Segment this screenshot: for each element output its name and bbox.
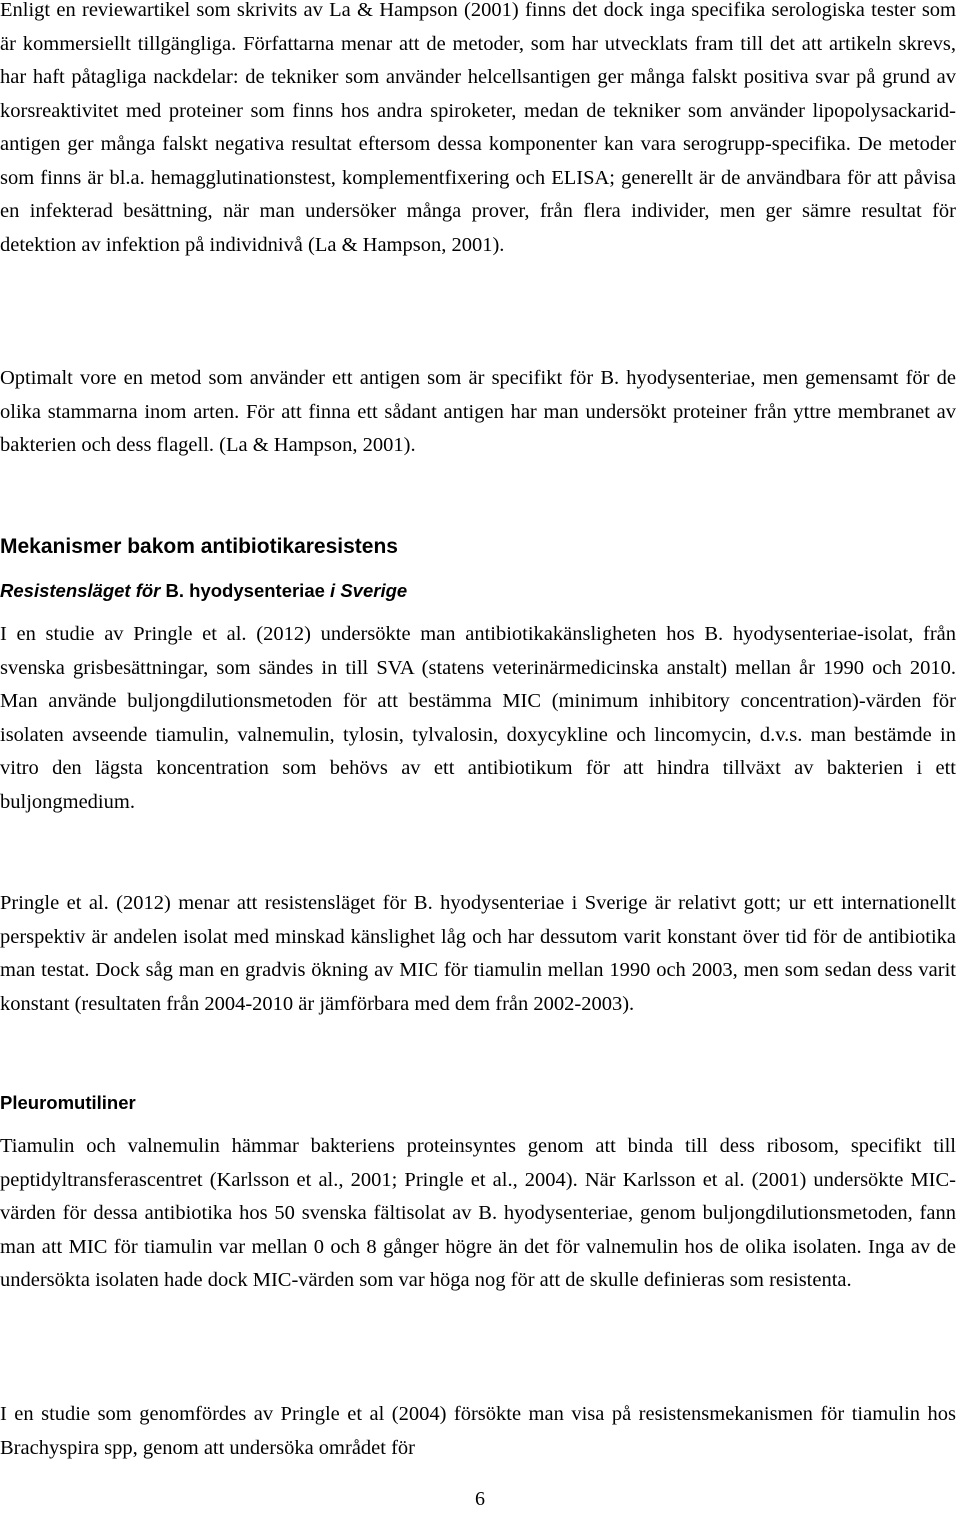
paragraph-serology: Enligt en reviewartikel som skrivits av La & Hampson (2001) finns det dock inga specifika serologiska tester som är kommersiellt tillgängliga. Författarna menar att de metoder, som har utvecklats fram till det att artikeln skrevs, har haft påtagliga nackdelar: de tekniker som använder helcellsantigen ger många falskt positiva svar på grund av korsreaktivitet med proteiner som finns hos andra spiroketer, medan de tekniker som använder lipopolysackarid-antigen ger många falskt negativa resultat eftersom dessa komponenter kan vara serogrupp-specifika. De metoder som finns är bl.a. hemagglutinationstest, komplementfixering och ELISA; generellt är de användbara för att påvisa en infekterad besättning, när man undersöker många prover, från flera individer, men ger sämre resultat för detektion av infektion på individnivå (La & Hampson, 2001). bbox=[0, 0, 956, 256]
page-number: 6 bbox=[475, 1488, 485, 1510]
section-heading: Mekanismer bakom antibiotikaresistens bbox=[0, 535, 398, 558]
subheading-part-2: B. hyodysenteriae bbox=[165, 580, 325, 601]
subheading-pleuromutilins: Pleuromutiliner bbox=[0, 1092, 136, 1113]
subheading-part-1: Resistensläget för bbox=[0, 580, 166, 601]
paragraph-pringle-study: I en studie av Pringle et al. (2012) undersökte man antibiotikakänsligheten hos B. hyodysenteriae-isolat, från svenska grisbesättningar, som sändes in till SVA (statens veterinärmedicinska anstalt) mellan år 1990 och 2010. Man använde buljongdilutionsmetoden för att bestämma MIC (minimum inhibitory concentration)-värden för isolaten avseende tiamulin, valnemulin, tylosin, tylvalosin, doxycykline och lincomycin, d.v.s. man bestämde in vitro den lägsta koncentration som behövs av ett antibiotikum för att hindra tillväxt av bakterien i ett buljongmedium. bbox=[0, 623, 956, 813]
subheading-resistance-sweden bbox=[0, 578, 407, 604]
paragraph-resistance-status: Pringle et al. (2012) menar att resistensläget för B. hyodysenteriae i Sverige är relativt gott; ur ett internationellt perspektiv är andelen isolat med minskad känslighet låg och har dessutom varit konstant över tid för de antibiotika man testat. Dock såg man en gradvis ökning av MIC för tiamulin mellan 1990 och 2003, men som sedan dess varit konstant (resultaten från 2004-2010 är jämförbara med dem från 2002-2003). bbox=[0, 892, 956, 1015]
paragraph-optimal-method: Optimalt vore en metod som använder ett antigen som är specifikt för B. hyodysenteriae, men gemensamt för de olika stammarna inom arten. För att finna ett sådant antigen har man undersökt proteiner från yttre membranet av bakterien och dess flagell. (La & Hampson, 2001). bbox=[0, 367, 956, 456]
paragraph-tiamulin-valnemulin: Tiamulin och valnemulin hämmar bakteriens proteinsyntes genom att binda till dess ribosom, specifikt till peptidyltransferascentret (Karlsson et al., 2001; Pringle et al., 2004). När Karlsson et al. (2001) undersökte MIC-värden för dessa antibiotika hos 50 svenska fältisolat av B. hyodysenteriae, genom buljongdilutionsmetoden, fann man att MIC för tiamulin var mellan 0 och 8 gånger högre än det för valnemulin hos de olika isolaten. Inga av de undersökta isolaten hade dock MIC-värden som var höga nog för att de skulle definieras som resistenta. bbox=[0, 1135, 956, 1291]
paragraph-resistance-mechanism: I en studie som genomfördes av Pringle et al (2004) försökte man visa på resistensmekanismen för tiamulin hos Brachyspira spp, genom att undersöka området för bbox=[0, 1403, 956, 1459]
subheading-part-3: i Sverige bbox=[324, 580, 408, 601]
